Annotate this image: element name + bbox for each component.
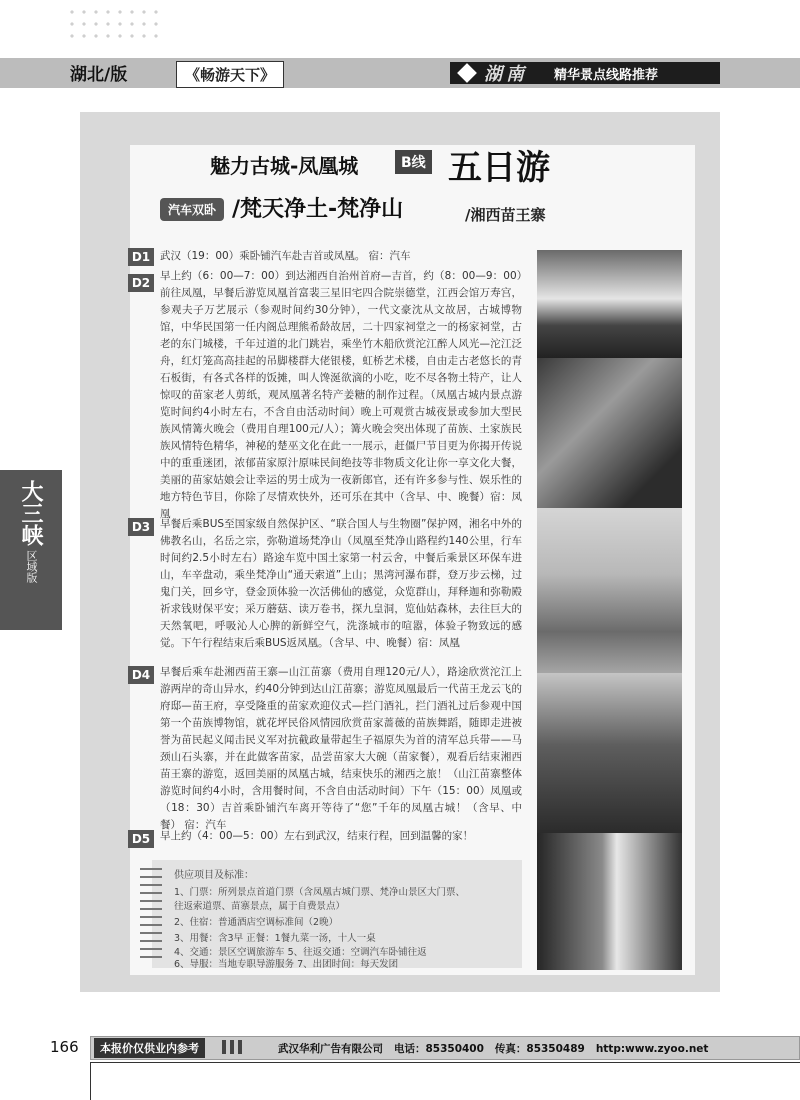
notes-row: 6、导服：当地专职导游服务 7、出团时间：每天发团 bbox=[174, 959, 399, 970]
notes-row: 4、交通：景区空调旅游车 5、往返交通：空调汽车卧铺往返 bbox=[174, 947, 427, 958]
title-line2: /梵天净土-梵净山 bbox=[232, 197, 404, 222]
side-tab-title: 大三峡 bbox=[18, 480, 44, 546]
diamond-icon bbox=[457, 63, 477, 83]
footer bbox=[0, 1032, 800, 1062]
route-title: 精华景点线路推荐 bbox=[554, 67, 659, 83]
phone-number: 85350400 bbox=[425, 1043, 484, 1055]
region-name: 湖南 bbox=[484, 64, 528, 85]
day-text-d2: 早上约（6：00—7：00）到达湘西自治州首府—吉首，约（8：00—9：00）前往凤凰，早餐后游览凤凰首富裴三星旧宅四合院崇德堂，江西会馆万寿宫，参观夫子万艺展示（参观时间约30分钟），一代文豪沈从文故居，古城博物馆，中华民国第一任内阁总理熊希龄故居，二十四家祠堂之一的杨家祠堂，古老的东门城楼，千年过道的北门跳岩，乘坐竹木船欣赏沱江醉人风光—沱江泛舟，红灯笼高高挂起的吊脚楼群大佬银楼，虹桥艺术楼，自由走古老悠长的青石板街，有各式各样的饭摊，叫人馋涎欲滴的小吃，吃不尽各物土特产，让人惊叹的苗家老人剪纸，观凤凰著名特产姜糖的制作过程。（凤凰古城内景点游览时间约4小时左右，不含自由活动时间）晚上可观赏古城夜景或参加大型民族风情篝火晚会（费用自理100元/人）；篝火晚会突出体现了苗族、土家族民族风情特色精华，神秘的楚巫文化在此一一展示，赶僵尸节目更为你揭开传说中的重重迷团，浓郁苗家原汁原味民间绝技等非物质文化让你一享文化大餐，美丽的苗家姑娘会让幸运的男士成为一夜新郎官，还有许多参与性、娱乐性的地方特色节目，你除了尽情欢快外，还可乐在其中（含早、中、晚餐）宿：凤凰 bbox=[160, 270, 522, 520]
page-number: 166 bbox=[50, 1038, 79, 1056]
website-link[interactable]: http:www.zyoo.net bbox=[595, 1043, 709, 1055]
day-label-d2: D2 bbox=[128, 274, 154, 292]
title-line1: 魅力古城-凤凰城 bbox=[210, 154, 359, 178]
photo-cliffs bbox=[537, 358, 682, 508]
fax-number: 85350489 bbox=[526, 1043, 585, 1055]
day-label-d5: D5 bbox=[128, 830, 154, 848]
day-label-d1: D1 bbox=[128, 248, 154, 266]
footer-vertical-rule bbox=[90, 1062, 91, 1100]
day-text-d4: 早餐后乘车赴湘西苗王寨—山江苗寨（费用自理120元/人），路途欣赏沱江上游两岸的奇山异水，约40分钟到达山江苗寨；游览凤凰最后一代苗王龙云飞的府邸—苗王府，享受隆重的苗家欢迎仪式—拦门酒礼，拦门酒礼过后参观中国第一个苗族博物馆，就花坪民俗风情园欣赏苗家蔷薇的苗族舞蹈，随即走进被誉为苗民起义闻击民义军对抗截政量带起生子福原失为首的清军总兵带——马颈山石头寨，并在此做客苗家，品尝苗家大大碗（苗家餐），观看后结束湘西苗王寨的游览，返回美丽的凤凰古城，结束快乐的湘西之旅！（山江苗寨整体游览时间约4小时，含用餐时间，不含自由活动时间）下午（15：00）凤凰或（18：30）吉首乘卧铺汽车离开等待了“您”千年的凤凰古城！（含早、中餐） 宿：汽车 bbox=[160, 666, 522, 831]
footer-contact bbox=[278, 1041, 708, 1056]
region-banner bbox=[450, 62, 720, 84]
header-bar bbox=[0, 58, 800, 88]
notes-title: 供应项目及标准： bbox=[174, 870, 254, 881]
route-badge: B线 bbox=[395, 150, 432, 174]
side-tab-sub: 区域版 bbox=[25, 550, 38, 583]
day-text-d3: 早餐后乘BUS至国家级自然保护区、“联合国人与生物圈”保护网，湘名中外的佛教名山，名岳之宗，弥勒道场梵净山（凤凰至梵净山路程约140公里，行车时间约2.5小时左右）路途车览中国土家第一村云舍，中餐后乘景区环保车进山，车辛盘动，乘坐梵净山“通天索道”上山；黑湾河瀑布群，登万步云梯，过鬼门关，回乡守，登金顶体验一次活佛仙的感觉，众览群山，拜释迦和弥勒殿祈求钱财保平安；采万蘑菇、读万卷书，探九皇洞，览仙姑森林，去往巨大的天然氧吧，呼吸沁人心脾的新鲜空气，洗涤城市的喧嚣，体验子物致远的感觉。下午行程结束后乘BUS返凤凰。（含早、中、晚餐）宿：凤凰 bbox=[160, 518, 522, 649]
fax-label: 传真： bbox=[494, 1043, 527, 1055]
series-title: 《畅游天下》 bbox=[176, 61, 284, 88]
edition-label: 湖北/版 bbox=[70, 65, 128, 85]
notes-row: 2、住宿：普通酒店空调标准间（2晚） bbox=[174, 917, 339, 928]
phone-label: 电话： bbox=[393, 1043, 426, 1055]
day-label-d3: D3 bbox=[128, 518, 154, 536]
photo-waterfall bbox=[537, 833, 682, 970]
transport-tag: 汽车双卧 bbox=[160, 198, 224, 221]
photo-mountain-peaks bbox=[537, 250, 682, 358]
side-tab bbox=[0, 470, 62, 630]
service-notes-box bbox=[152, 860, 522, 968]
title-duration: 五日游 bbox=[448, 148, 550, 188]
notes-row: 3、用餐：含3早 正餐：1餐九菜一汤，十人一桌 bbox=[174, 933, 376, 944]
title-line2b: /湘西苗王寨 bbox=[465, 206, 546, 224]
day-text-d5: 早上约（4：00—5：00）左右到武汉，结束行程，回到温馨的家！ bbox=[160, 830, 474, 842]
photo-misty-forest bbox=[537, 673, 682, 833]
company-name: 武汉华利广告有限公司 bbox=[278, 1043, 383, 1055]
notebook-spiral-icon bbox=[140, 868, 162, 963]
notes-row: 往返索道票、苗寨景点，属于自费景点） bbox=[174, 901, 346, 912]
chevron-right-icon bbox=[222, 1040, 244, 1054]
footer-divider bbox=[90, 1062, 800, 1063]
photo-bare-trees bbox=[537, 508, 682, 673]
photo-column bbox=[537, 250, 682, 970]
notes-row: 1、门票：所列景点首道门票（含凤凰古城门票、梵净山景区大门票、 bbox=[174, 887, 466, 898]
footer-label: 本报价仅供业内参考 bbox=[94, 1038, 205, 1058]
day-text-d1: 武汉（19：00）乘卧铺汽车赴吉首或凤凰。 宿：汽车 bbox=[160, 250, 411, 262]
decorative-dot-grid bbox=[66, 6, 161, 46]
day-label-d4: D4 bbox=[128, 666, 154, 684]
